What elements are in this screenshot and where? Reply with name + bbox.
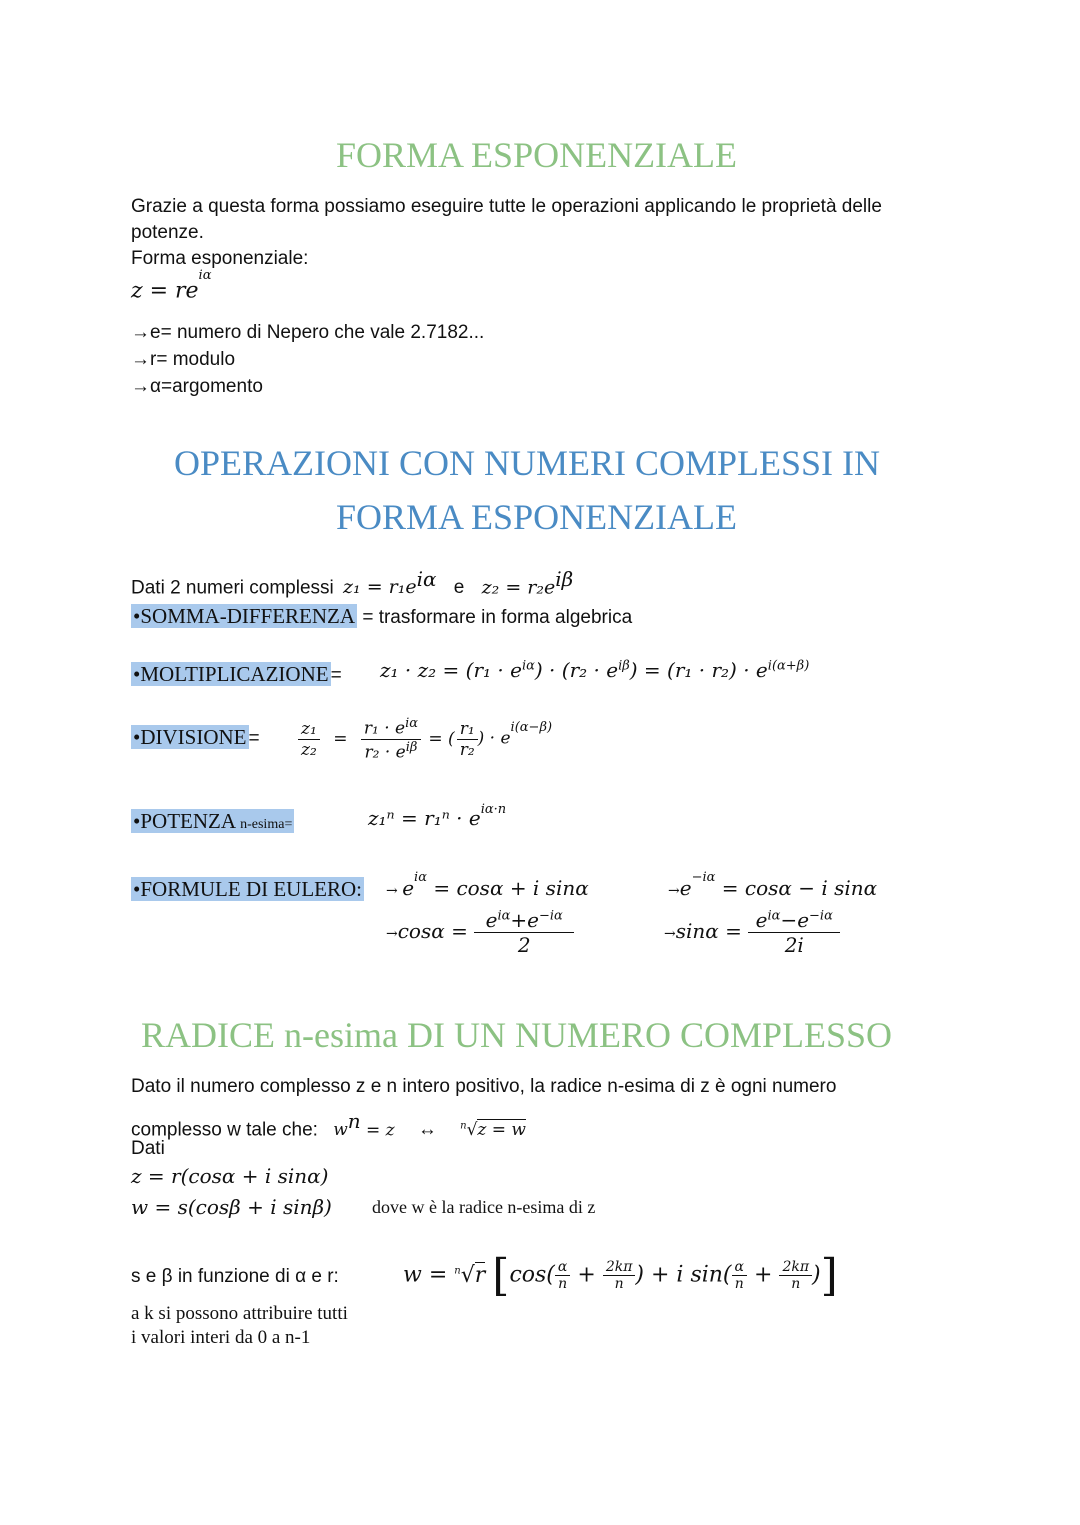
w-definition-note: dove w è la radice n-esima di z <box>372 1197 596 1217</box>
sum-difference-text: = trasformare in forma algebrica <box>362 607 633 628</box>
power-tag: •POTENZA n-esima= <box>133 809 293 833</box>
multiplication-tag: •MOLTIPLICAZIONE <box>133 662 329 686</box>
sin-formula: →sinα = $\frac{e^{i\alpha}-e^{-i\alpha}}{2i}$ <box>664 908 840 957</box>
w-trig-form: w = s(cosβ + i sinβ) <box>131 1195 332 1219</box>
k-values-note-line-2: i valori interi da 0 a n-1 <box>131 1327 311 1348</box>
root-intro-line-2: complesso w tale che: $w^n = z$ ↔ $^n$√z = w <box>131 1109 526 1141</box>
section-title-nth-root: RADICE n-esima DI UN NUMERO COMPLESSO <box>141 1015 893 1055</box>
multiplication-row: •MOLTIPLICAZIONE = <box>133 662 342 686</box>
section-title-operations-line-2: FORMA ESPONENZIALE <box>336 497 738 537</box>
intro-line-2: potenze. <box>131 222 204 243</box>
division-tag: •DIVISIONE <box>133 725 247 749</box>
root-intro-line-1: Dato il numero complesso z e n intero positivo, la radice n-esima di z è ogni numero <box>131 1076 837 1097</box>
exponential-form-formula: $z = re^{i\alpha}$ <box>131 268 212 304</box>
section-title-exponential-form: FORMA ESPONENZIALE <box>336 135 738 175</box>
power-row <box>131 808 294 838</box>
given-two-complex: Dati 2 numeri complessi $z_1 = r_1e^{i\alpha}$ e $z_2 = r_2e^{i\beta}$ <box>131 567 574 599</box>
bullet-nepero: →e= numero di Nepero che vale 2.7182... <box>131 322 485 343</box>
s-beta-label: s e β in funzione di α e r: <box>131 1266 339 1287</box>
bullet-modulo: →r= modulo <box>131 349 236 370</box>
euler-formula-1: → $e^{i\alpha} = \cos\alpha + i$ sinα <box>386 870 589 900</box>
euler-tag: •FORMULE DI EULERO: <box>133 877 363 901</box>
cos-formula: →cosα = $\frac{e^{i\alpha}+e^{-i\alpha}}{2}$ <box>386 908 574 957</box>
nth-root-formula: w = $^n$√r [cos( $\frac{\alpha}{n}$ + $\frac{2k\pi}{n}$ ) + i sin( $\frac{\alpha}{n}$ + $\frac{2k\pi}{n}$ )] <box>403 1250 838 1301</box>
intro-line-1: Grazie a questa forma possiamo eseguire tutte le operazioni applicando le proprietà delle <box>131 196 882 217</box>
power-formula: $z_1^n = r_1^n \cdot e^{i\alpha\cdot n}$ <box>368 802 507 830</box>
sum-difference-tag: •SOMMA-DIFFERENZA <box>133 604 356 628</box>
division-formula: $\frac{\text{z₁}}{\text{z₂}}$ = $\frac{r_1 \cdot e^{i\alpha}}{r_2 \cdot e^{i\beta}}$ = ( $\frac{\text{r₁}}{\text{r₂}}$ ) · $e^{i(\alpha-\beta)}$ <box>298 716 552 762</box>
section-title-operations-line-1: OPERAZIONI CON NUMERI COMPLESSI IN <box>174 443 881 483</box>
k-values-note-line-1: a k si possono attribuire tutti <box>131 1303 348 1324</box>
z-trig-form: z = r(cosα + i sinα) <box>131 1164 329 1188</box>
dati-label: Dati <box>131 1138 165 1159</box>
euler-formula-2: $\to e^{-i\alpha} = \cos\alpha - i$ sinα <box>668 870 878 900</box>
exponential-form-label: Forma esponenziale: <box>131 248 309 269</box>
sum-difference-row <box>131 603 632 631</box>
multiplication-formula: $z_1 \cdot z_2 = (r_1 \cdot e^{i\alpha}) \cdot (r_2 \cdot e^{i\beta}) = (r_1 \cdot r_2) \cdot e^{i(\alpha+\beta)}$ <box>380 658 810 682</box>
euler-row <box>131 876 364 904</box>
bullet-argomento: →α=argomento <box>131 376 263 397</box>
division-row: •DIVISIONE = <box>133 725 260 749</box>
